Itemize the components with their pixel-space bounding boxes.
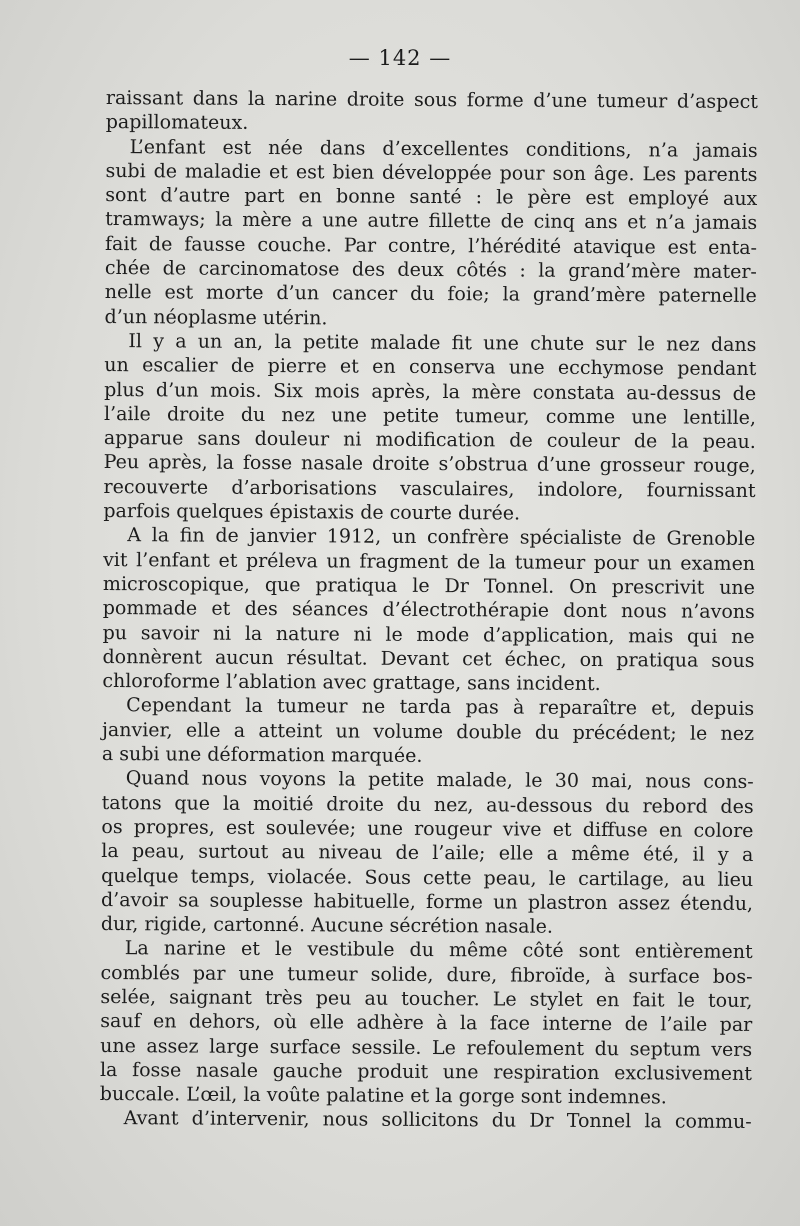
text-line: vit l’enfant et préleva un fragment de la tumeur pour un examen [103, 548, 756, 575]
text-line: chée de carcinomatose des deux côtés : la grand’mère mater- [104, 257, 757, 284]
text-line: dur, rigide, cartonné. Aucune sécrétion nasale. [100, 913, 553, 938]
text-line: Peu après, la fosse nasale droite s’obstrua d’une grosseur rouge, [103, 451, 756, 478]
text-line: a subi une déformation marquée. [101, 743, 423, 767]
text-line: sont d’autre part en bonne santé : le père est employé aux [105, 184, 758, 211]
text-line: microscopique, que pratiqua le Dr Tonnel. On prescrivit une [102, 572, 756, 599]
text-line: recouverte d’arborisations vasculaires, indolore, fournissant [103, 475, 756, 502]
text-line: Il y a un an, la petite malade fit une chute sur le nez dans [128, 330, 757, 356]
page-number: — 142 — [348, 46, 452, 70]
text-line: La narine et le vestibule du même côté sont entièrement [124, 937, 753, 964]
body-text [100, 86, 758, 1135]
text-line: quelque temps, violacée. Sous cette peau, le cartilage, au lieu [101, 864, 754, 891]
text-line: os propres, est soulevée; une rougeur vive et diffuse en colore [101, 815, 754, 842]
text-line: parfois quelques épistaxis de courte durée. [103, 500, 521, 525]
text-line: comblés par une tumeur solide, dure, fibroïde, à surface bos- [100, 961, 753, 988]
text-line: Quand nous voyons la petite malade, le 30 mai, nous cons- [125, 767, 754, 794]
text-line: A la fin de janvier 1912, un confrère spécialiste de Grenoble [127, 524, 756, 551]
text-line: selée, saignant très peu au toucher. Le stylet en fait le tour, [100, 985, 753, 1012]
text-line: nelle est morte d’un cancer du foie; la grand’mère paternelle [104, 281, 757, 308]
text-line: plus d’un mois. Six mois après, la mère constata au-dessus de [104, 378, 757, 405]
text-line: d’avoir sa souplesse habituelle, forme un plastron assez étendu, [100, 888, 754, 915]
text-line: l’aile droite du nez une petite tumeur, comme une lentille, [103, 402, 757, 429]
text-line: sauf en dehors, où elle adhère à la face interne de l’aile par [100, 1010, 753, 1037]
text-line: tramways; la mère a une autre fillette de cinq ans et n’a jamais [105, 208, 758, 235]
text-line: la fosse nasale gauche produit une respiration exclusivement [99, 1058, 753, 1085]
text-line: tatons que la moitié droite du nez, au-dessous du rebord des [101, 791, 754, 818]
text-line: Cependant la tumeur ne tarda pas à reparaître et, depuis [126, 694, 755, 721]
text-line: buccale. L’œil, la voûte palatine et la gorge sont indemnes. [99, 1083, 667, 1109]
text-line: une assez large surface sessile. Le refoulement du septum vers [100, 1034, 753, 1061]
text-line: subi de maladie et est bien développée pour son âge. Les parents [105, 159, 758, 186]
text-line: fait de fausse couche. Par contre, l’hérédité atavique est enta- [104, 232, 758, 259]
text-line: chloroforme l’ablation avec grattage, sans incident. [102, 670, 601, 696]
text-line: pu savoir ni la nature ni le mode d’application, mais qui ne [102, 621, 755, 648]
text-line: apparue sans douleur ni modification de couleur de la peau. [103, 427, 756, 454]
text-line: papillomateux. [105, 111, 249, 135]
text-line: un escalier de pierre et en conserva une ecchymose pendant [104, 354, 757, 381]
text-line: raissant dans la narine droite sous forme d’une tumeur d’aspect [105, 86, 758, 113]
text-line: janvier, elle a atteint un volume double du précédent; le nez [102, 718, 755, 745]
text-line: L’enfant est née dans d’excellentes conditions, n’a jamais [129, 135, 758, 162]
text-line: donnèrent aucun résultat. Devant cet échec, on pratiqua sous [102, 645, 755, 672]
text-line: d’un néoplasme utérin. [104, 305, 328, 330]
text-line: la peau, surtout au niveau de l’aile; elle a même été, il y a [101, 840, 754, 867]
text-line: pommade et des séances d’électrothérapie dont nous n’avons [102, 597, 755, 624]
text-line: Avant d’intervenir, nous sollicitons du Dr Tonnel la commu- [123, 1107, 752, 1134]
